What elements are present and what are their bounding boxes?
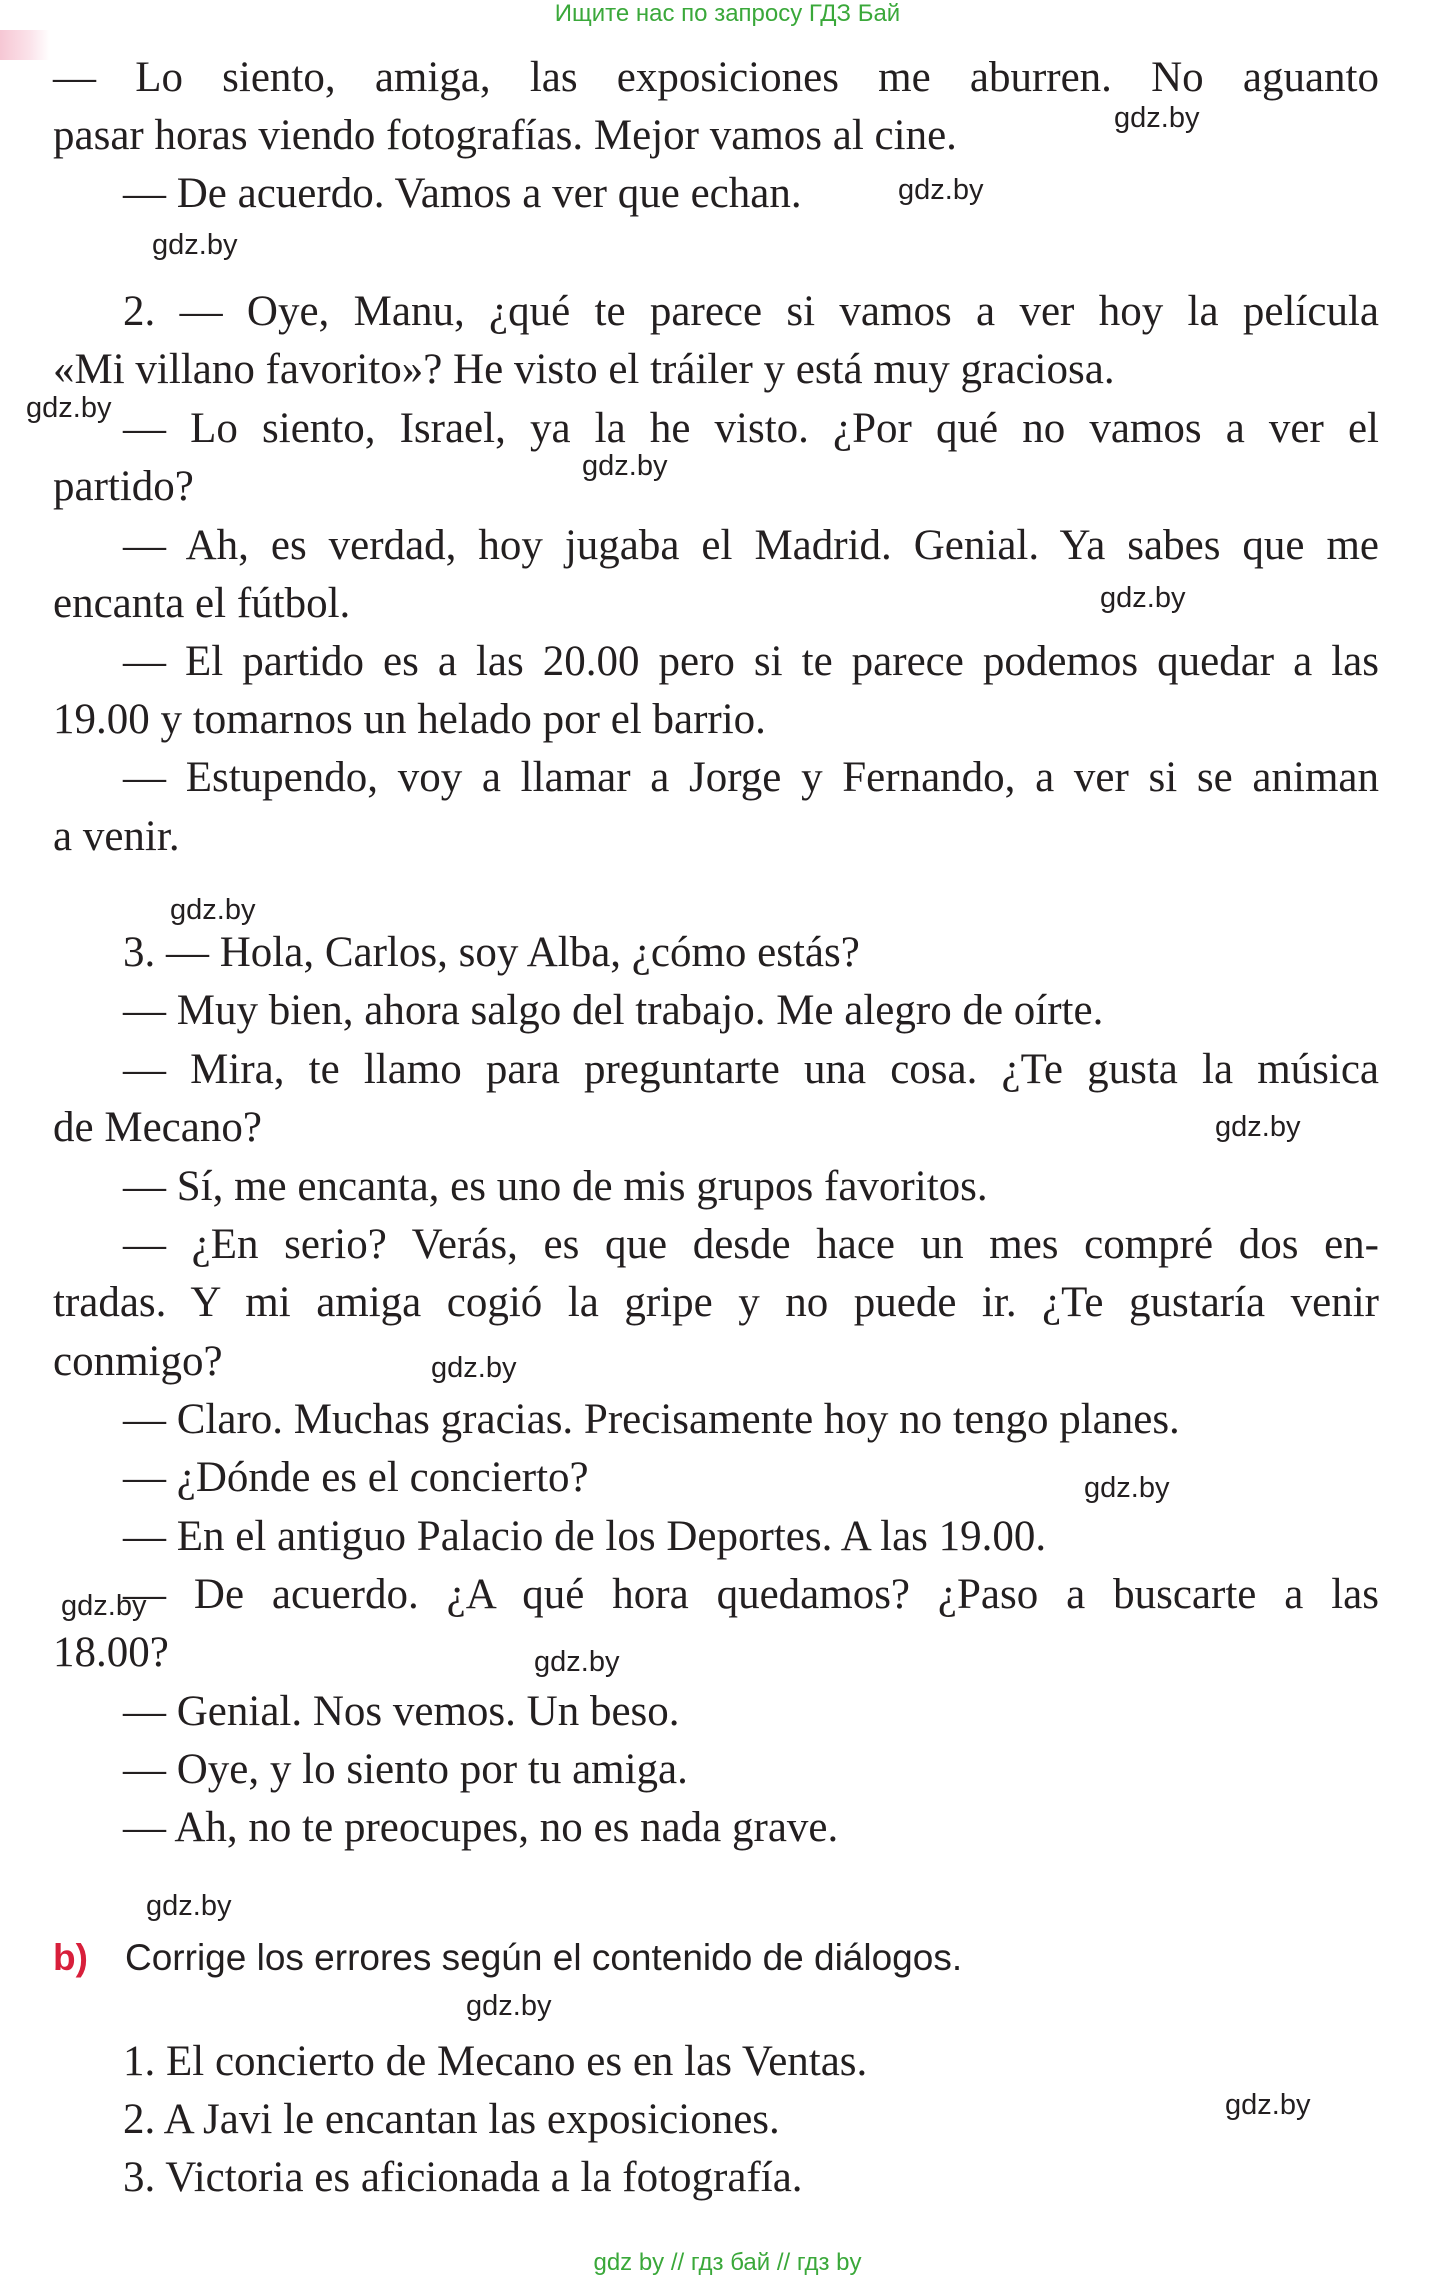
- dialog3-line-7: tradas. Y mi amiga cogió la gripe y no puede ir. ¿Te gustaría venir: [53, 1279, 1379, 1326]
- dialog3-line-4: de Mecano?: [53, 1104, 262, 1151]
- watermark: gdz.by: [1114, 102, 1200, 134]
- dialog1-line-2: pasar horas viendo fotografías. Mejor vamos al cine.: [53, 112, 957, 159]
- dialog3-line-8: conmigo?: [53, 1338, 223, 1385]
- task-text: Corrige los errores según el contenido de diálogos.: [125, 1937, 963, 1978]
- header-banner[interactable]: Ищите нас по запросу ГДЗ Бай: [554, 0, 901, 27]
- dialog3-line-2: — Muy bien, ahora salgo del trabajo. Me alegro de oírte.: [123, 987, 1104, 1034]
- dialog1-line-1: — Lo siento, amiga, las exposiciones me aburren. No aguanto: [53, 54, 1379, 101]
- dialog2-line-9: — Estupendo, voy a llamar a Jorge y Fernando, a ver si se animan: [123, 754, 1379, 801]
- footer-banner[interactable]: gdz by // гдз бай // гдз by: [593, 2249, 862, 2276]
- statement-2: 2. A Javi le encantan las exposiciones.: [123, 2096, 780, 2143]
- dialog3-line-12: — De acuerdo. ¿A qué hora quedamos? ¿Paso a buscarte a las: [123, 1571, 1379, 1618]
- dialog2-line-1: 2. — Oye, Manu, ¿qué te parece si vamos a ver hoy la película: [123, 288, 1379, 335]
- watermark: gdz.by: [431, 1352, 517, 1384]
- watermark: gdz.by: [61, 1590, 147, 1622]
- watermark: gdz.by: [26, 392, 112, 424]
- watermark: gdz.by: [1084, 1472, 1170, 1504]
- dialog2-line-6: encanta el fútbol.: [53, 580, 351, 627]
- dialog3-line-3: — Mira, te llamo para preguntarte una cosa. ¿Te gusta la música: [123, 1046, 1379, 1093]
- watermark: gdz.by: [1100, 582, 1186, 614]
- dialog2-line-7: — El partido es a las 20.00 pero si te parece podemos quedar a las: [123, 638, 1379, 685]
- watermark: gdz.by: [466, 1990, 552, 2022]
- dialog2-line-10: a venir.: [53, 813, 180, 860]
- dialog3-line-11: — En el antiguo Palacio de los Deportes. A las 19.00.: [123, 1513, 1047, 1560]
- watermark: gdz.by: [1225, 2089, 1311, 2121]
- watermark: gdz.by: [898, 174, 984, 206]
- dialog1-line-3: — De acuerdo. Vamos a ver que echan.: [123, 170, 802, 217]
- watermark: gdz.by: [1215, 1111, 1301, 1143]
- dialog3-line-6: — ¿En serio? Verás, es que desde hace un mes compré dos en-: [123, 1221, 1379, 1268]
- page-corner-mark: [0, 30, 50, 60]
- task-letter: b): [53, 1937, 88, 1978]
- dialog3-line-5: — Sí, me encanta, es uno de mis grupos favoritos.: [123, 1163, 988, 1210]
- dialog2-line-3: — Lo siento, Israel, ya la he visto. ¿Por qué no vamos a ver el: [123, 405, 1379, 452]
- dialog3-line-14: — Genial. Nos vemos. Un beso.: [123, 1688, 680, 1735]
- watermark: gdz.by: [146, 1890, 232, 1922]
- dialog3-line-9: — Claro. Muchas gracias. Precisamente hoy no tengo planes.: [123, 1396, 1180, 1443]
- watermark: gdz.by: [534, 1646, 620, 1678]
- dialog3-line-13: 18.00?: [53, 1629, 169, 1676]
- dialog3-line-1: 3. — Hola, Carlos, soy Alba, ¿cómo estás?: [123, 929, 860, 976]
- statement-3: 3. Victoria es aficionada a la fotografía.: [123, 2154, 803, 2201]
- task-b-instruction: [53, 1936, 1453, 1980]
- dialog3-line-16: — Ah, no te preocupes, no es nada grave.: [123, 1804, 839, 1851]
- dialog2-line-2: «Mi villano favorito»? He visto el tráiler y está muy graciosa.: [53, 346, 1115, 393]
- statement-1: 1. El concierto de Mecano es en las Ventas.: [123, 2038, 868, 2085]
- dialog3-line-10: — ¿Dónde es el concierto?: [123, 1454, 589, 1501]
- watermark: gdz.by: [170, 894, 256, 926]
- dialog2-line-8: 19.00 y tomarnos un helado por el barrio.: [53, 696, 766, 743]
- dialog3-line-15: — Oye, y lo siento por tu amiga.: [123, 1746, 688, 1793]
- watermark: gdz.by: [152, 229, 238, 261]
- watermark: gdz.by: [582, 450, 668, 482]
- dialog2-line-5: — Ah, es verdad, hoy jugaba el Madrid. Genial. Ya sabes que me: [123, 522, 1379, 569]
- dialog2-line-4: partido?: [53, 463, 194, 510]
